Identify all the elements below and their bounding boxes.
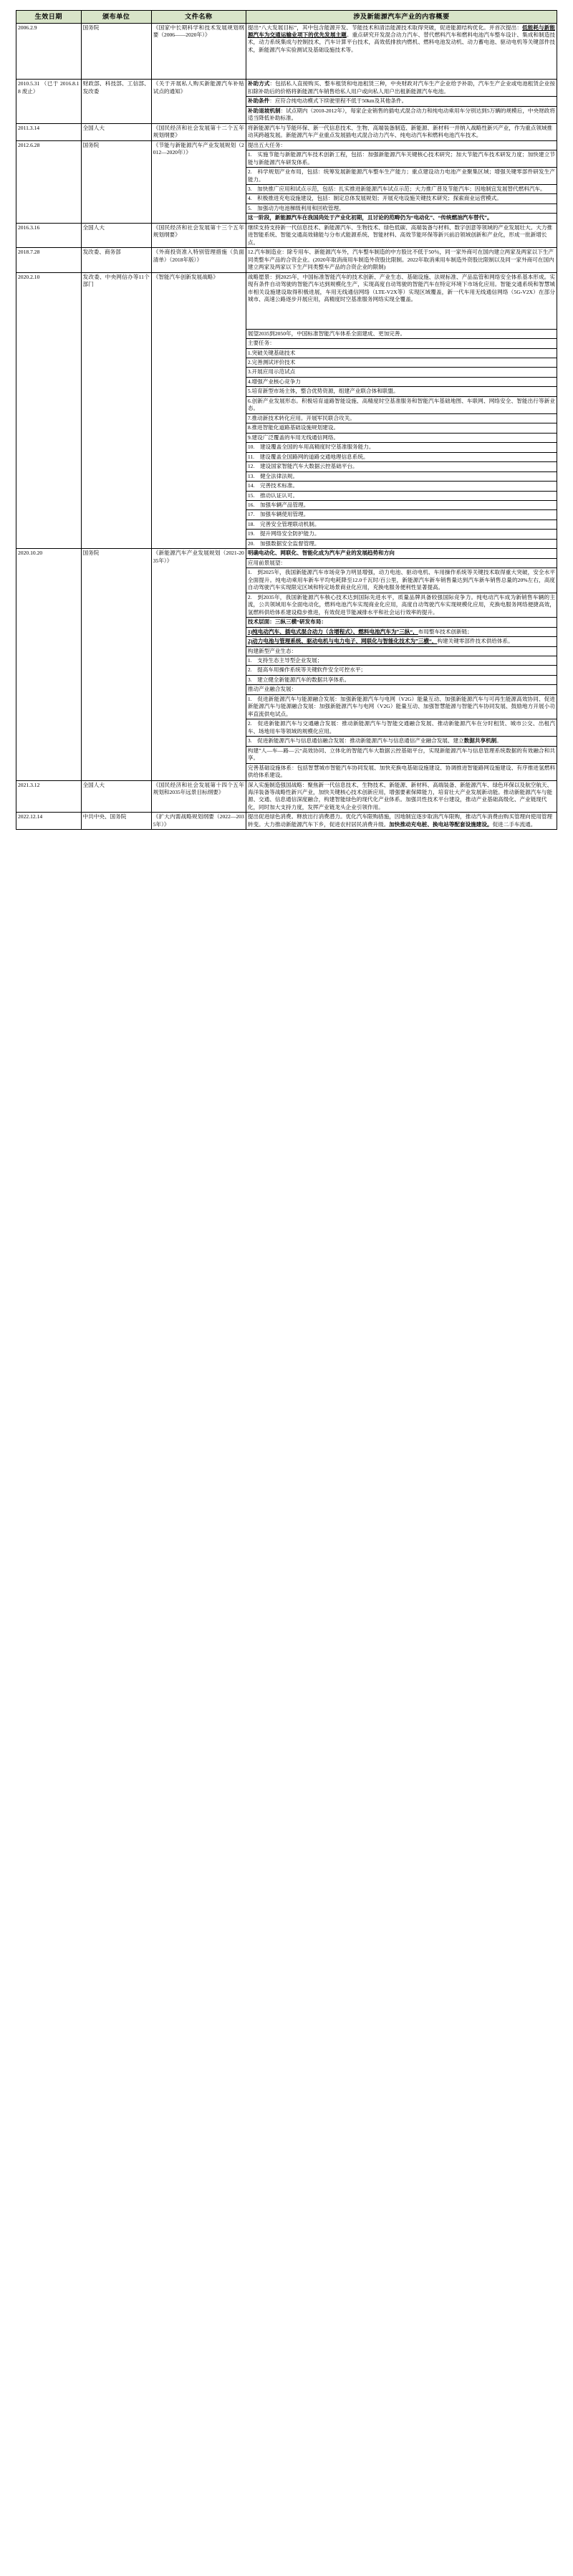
cell-content-summary bbox=[246, 813, 557, 830]
header-row bbox=[16, 11, 557, 24]
cell-issuing-body: 国务院 bbox=[81, 140, 151, 223]
column-header-effective-date: 生效日期 bbox=[16, 11, 82, 24]
content-text-tail: 促进二手车流通。 bbox=[492, 820, 536, 828]
cell-effective-date: 2010.5.31 （已于 2016.8.18 废止） bbox=[16, 80, 82, 123]
table-row bbox=[16, 223, 557, 247]
policy-table bbox=[16, 10, 557, 830]
cell-effective-date: 2016.3.16 bbox=[16, 223, 82, 247]
content-block: 10. 建设覆盖全国的车用高精度时空基准服务能力。 bbox=[246, 443, 557, 452]
content-block: 14. 完善技术标准。 bbox=[246, 482, 557, 491]
content-block: 8.推进智能化道路基础设施规划建设。 bbox=[246, 423, 557, 433]
content-block bbox=[246, 80, 557, 96]
content-text: 战略愿景：到2025年，中国标准智能汽车的技术创新、产业生态、基础设施、法规标准、产品监管和网络安全体系基本形成。实现有条件自动驾驶的智能汽车达到规模化生产，实现高度自动驾驶的智能汽车在特定环境下市场化应用。智能交通系统和智慧城市相关设施建设取得积极进展，车用无线通信网络（LTE-V2X等）实现区域覆盖，新一代车用无线通信网络（5G-V2X）在部分城市、高速公路逐步开展应用，高精度时空基准服务网络实现全覆盖。 bbox=[247, 273, 555, 303]
content-text: 3. 促进新能源汽车与信息通信融合发展：推动新能源汽车与信息通信产业融合发展、建立 bbox=[247, 737, 464, 744]
table-row bbox=[16, 140, 557, 223]
content-block: 20. 加强数据安全监督管理。 bbox=[247, 540, 320, 547]
content-text-bold: 技术层面：三纵三横“研发布局： bbox=[247, 618, 327, 626]
cell-effective-date: 2018.7.28 bbox=[16, 248, 82, 272]
column-header-content-summary: 涉及新能源汽车产业的内容概要 bbox=[246, 11, 557, 24]
document-page bbox=[0, 0, 573, 844]
cell-content-summary bbox=[246, 80, 557, 123]
content-block: 1. 促进新能源汽车与能源融合发展：加强新能源汽车与电网（V2G）能量互动、加强新能源汽车与可再生能源高效协同、促进新能源汽车与能源融合发展：加强新能源汽车与电网（V2G）能量互动、加强智慧能源与智能汽车协同发展、鼓励地方开展小功率直流供电试点。 bbox=[246, 694, 557, 719]
column-header-issuing-body: 颁布单位 bbox=[81, 11, 151, 24]
content-text-emphasis: 1)纯电动汽车、插电式混合动力（含增程式）、燃料电池汽车为”三纵“， bbox=[247, 628, 418, 635]
content-block: 18. 完善安全管理联动机制。 bbox=[246, 519, 557, 529]
cell-issuing-body: 发改委、中央网信办等11个部门 bbox=[81, 272, 151, 549]
cell-effective-date: 2020.2.10 bbox=[16, 272, 82, 549]
content-block: 13. 健全法律法规。 bbox=[246, 471, 557, 481]
cell-effective-date: 2011.3.14 bbox=[16, 123, 82, 140]
table-header bbox=[16, 11, 557, 24]
content-block bbox=[246, 627, 557, 636]
content-block: 5. 加强动力电池梯级利用和回收管理。 bbox=[246, 204, 557, 213]
cell-document-name: 《节能与新能源汽车产业发展规划（2012—2020年）》 bbox=[151, 140, 246, 223]
content-text-post: 。重点研究开发混合动力汽车、替代燃料汽车和燃料电池汽车整车设计、集成和制造技术，动力系统集成与控制技术，汽车计算平台技术，高效低排放内燃机、燃料电池发动机、动力蓄电池、驱动电机等关键部件技术，新能源汽车实验测试及基础设施技术等。 bbox=[247, 31, 556, 53]
content-block: 提出五大任务： bbox=[246, 141, 557, 150]
cell-document-name: 《关于开展私人购买新能源汽车补贴试点的通知》 bbox=[151, 80, 246, 123]
content-block: 构建新型产业生态： bbox=[246, 646, 557, 656]
content-block: 构建”人—车—路—云“高效协同、立体化的智能汽车大数据云控基础平台，实现新能源汽车与信息管理系统数据的有效融合和共享。 bbox=[246, 746, 557, 763]
content-text: 构建关键零部件技术供给体系。 bbox=[437, 638, 514, 645]
table-body bbox=[16, 23, 557, 830]
table-row bbox=[16, 23, 557, 80]
content-label: 补助方式 bbox=[247, 80, 270, 87]
content-block: 应用前景展望： bbox=[246, 558, 557, 568]
cell-document-name: 《国民经济和社会发展第十二个五年规划纲要》 bbox=[151, 123, 246, 140]
cell-effective-date: 2006.2.9 bbox=[16, 23, 82, 80]
content-block: 7.推动新技术转化应用。开展军民联合攻关。 bbox=[246, 413, 557, 423]
column-header-document-name: 文件名称 bbox=[151, 11, 246, 24]
content-block: 6.创新产业发展形态。积极培育道路智能设施、高精度时空基准服务和智能汽车基础地图、车联网、网络安全、智能出行等新业态。 bbox=[246, 396, 557, 413]
content-block: 1. 到2025年，我国新能源汽车市场竞争力明显增强，动力电池、驱动电机、车用操作系统等关键技术取得重大突破，安全水平全面提升。纯电动乘用车新车平均电耗降至12.0千瓦时/百公里，新能源汽车新车销售量达到汽车新车销售总量的20%左右，高度自动驾驶汽车实现限定区域和特定场景商业化应用，充换电服务便利性显著提高。 bbox=[246, 568, 557, 593]
cell-issuing-body: 国务院 bbox=[81, 23, 151, 80]
content-block bbox=[246, 273, 557, 329]
cell-issuing-body: 国务院 bbox=[81, 549, 151, 780]
content-block bbox=[246, 97, 557, 106]
cell-document-name: 《新能源汽车产业发展规划（2021-2035年）》 bbox=[151, 549, 246, 780]
cell-effective-date: 2012.6.28 bbox=[16, 140, 82, 223]
cell-document-name: 《外商投资准入特别管理措施（负面清单）（2018年版）》 bbox=[151, 248, 246, 272]
cell-content-summary bbox=[246, 140, 557, 223]
content-block: 16. 加强车辆产品管理。 bbox=[246, 501, 557, 510]
cell-content-summary bbox=[246, 272, 557, 549]
cell-document-name: 《智能汽车创新发展战略》 bbox=[151, 272, 246, 549]
content-text-bold: 加快推动充电桩、换电站等配套设施建设。 bbox=[389, 820, 493, 828]
cell-document-name: 《国家中长期科学和技术发展规划纲要（2006——2020年）》 bbox=[151, 23, 246, 80]
content-block: 1. 支持生态主导型企业发展； bbox=[246, 656, 557, 665]
cell-effective-date: 2021.3.12 bbox=[16, 780, 82, 813]
content-text-pre: 提出“八大发展目标”，其中包含能源开发、节能技术和清洁能源技术取得突破，促进能源结构优化。并首次提出： bbox=[247, 24, 522, 31]
cell-content-summary bbox=[246, 23, 557, 80]
content-block: 3. 建立健全新能源汽车的数据共享体系。 bbox=[246, 675, 557, 684]
content-block: 2. 提高车用操作系统等关键软件安全可控水平； bbox=[246, 666, 557, 675]
content-text-emphasis: 低能耗与新能源汽车为交通运输业项下的优先发展主题 bbox=[247, 24, 555, 38]
table-row bbox=[16, 123, 557, 140]
content-block: 11. 建设覆盖全国路网的道路交通地理信息系统。 bbox=[246, 452, 557, 461]
cell-content-summary: 深入实施制造强国战略：聚焦新一代信息技术、生物技术、新能源、新材料、高端装备、新能源汽车、绿色环保以及航空航天、海洋装备等战略性新兴产业，加快关键核心技术创新应用，增强要素保障能力，培育壮大产业发展新动能。推动新能源汽车与能源、交通、信息通信深度融合，构建智能绿色的现代化产业体系。加强共性技术平台建设，推动产业基础高级化、产业链现代化，同时加大支持力度，发挥产业链龙头企业引领作用。 bbox=[246, 780, 557, 813]
content-label: 补助条件 bbox=[247, 97, 270, 105]
content-text: 布局整车技术创新链； bbox=[418, 628, 473, 635]
cell-content-summary bbox=[246, 549, 557, 780]
content-block: 4.增强产业核心竞争力 bbox=[246, 377, 557, 386]
cell-issuing-body: 发改委、商务部 bbox=[81, 248, 151, 272]
content-block: 12. 建设国家智能汽车大数据云控基础平台。 bbox=[246, 462, 557, 471]
content-block bbox=[246, 24, 557, 80]
table-row bbox=[16, 248, 557, 272]
cell-content-summary: 12.汽车制造业：除专用车、新能源汽车外，汽车整车制造的中方股比不低于50％，同一家外商可在国内建立两家及两家以下生产同类整车产品的合资企业。(2020年取消商用车制造外资股比限制。2022年取消乘用车制造外资股比限制以及同一家外商可在国内建立两家及两家以下生产同类整车产品的合资企业的限制) bbox=[246, 248, 557, 272]
content-text-bold: 明确电动化、网联化、智能化成为汽车产业的发展趋势和方向 bbox=[247, 550, 395, 557]
cell-content-summary: 将新能源汽车与节能环保、新一代信息技术、生物、高端装备制造、新能源、新材料一并纳入战略性新兴产业，作为重点领域推动其跨越发展。新能源汽车产业重点发展插电式混合动力汽车、纯电动汽车和燃料电池汽车技术。 bbox=[246, 123, 557, 140]
table-row bbox=[16, 549, 557, 780]
content-block bbox=[246, 106, 557, 123]
content-label: 补助退坡机制 bbox=[247, 107, 281, 114]
content-text-emphasis: 2)动力电池与管理系统、驱动电机与电力电子、网联化与智能化技术为”三横“， bbox=[247, 638, 438, 645]
content-block: 2. 到2035年，我国新能源汽车核心技术达到国际先进水平，质量品牌具备较强国际竞争力。纯电动汽车成为新销售车辆的主流，公共领域用车全面电动化，燃料电池汽车实现商业化应用，高度自动驾驶汽车实现规模化应用，充换电服务网络便捷高效，氢燃料供给体系建设稳步推进，有效促进节能减排水平和社会运行效率的提升。 bbox=[246, 593, 557, 617]
content-block bbox=[246, 737, 557, 746]
content-block: 1. 实施节能与新能源汽车技术创新工程，包括：加强新能源汽车关键核心技术研究；加大节能汽车技术研发力度；加快建立节能与新能源汽车研发体系。 bbox=[246, 150, 557, 168]
table-row bbox=[16, 813, 557, 830]
content-block: 5.培育新型市场主体，整合优势资源，组建产业联合体和联盟。 bbox=[246, 387, 557, 396]
content-block: 2. 科学规划产业布局，包括：统筹发展新能源汽车整车生产能力；重点建设动力电池产业聚集区域；增强关键零部件研发生产能力。 bbox=[246, 168, 557, 185]
content-block: 展望2035到2050年，中国标准智能汽车体系全面建成、更加完善。 bbox=[246, 329, 557, 338]
content-block-highlight bbox=[246, 618, 557, 627]
content-text: ：试点期内（2010-2012年），每家企业销售的插电式混合动力和纯电动乘用车分别达到5万辆的规模后，中央财政将适当降低补助标准。 bbox=[247, 107, 555, 122]
content-text-tail: 。 bbox=[496, 737, 502, 744]
content-block-highlight bbox=[246, 214, 557, 223]
content-block-highlight bbox=[246, 549, 557, 558]
content-text: ：包括私人直接购买、整车租赁和电池租赁三种，中央财政对汽车生产企业给予补助，汽车生产企业或电池租赁企业按扣除补助后的价格将新能源汽车销售给私人用户或向私人用户出租新能源汽车电池。 bbox=[247, 80, 556, 95]
content-text: ：应符合纯电动模式下续驶里程不低于50km及其他条件。 bbox=[269, 97, 408, 105]
content-block: 完善基础设施体系：包括智慧城市智能汽车协同发展、加快充换电基础设施建设、协调推进智能路网设施建设、有序推进氢燃料供给体系建设。 bbox=[247, 764, 555, 779]
content-block: 1.突破关键基础技术 bbox=[246, 348, 557, 358]
cell-effective-date: 2022.12.14 bbox=[16, 813, 82, 830]
content-block: 2. 促进新能源汽车与交通融合发展：推动新能源汽车与智能交通融合发展、推动新能源汽车在分时租赁、城市公交、出租汽车、场地用车等领域的规模化应用。 bbox=[246, 719, 557, 737]
cell-effective-date: 2020.10.20 bbox=[16, 549, 82, 780]
content-block: 主要任务： bbox=[246, 339, 557, 348]
content-block: 2.完善测试评价技术 bbox=[246, 358, 557, 367]
content-block: 推动产业融合发展： bbox=[246, 685, 557, 694]
content-block: 3. 加快推广应用和试点示范，包括：扎实推进新能源汽车试点示范；大力推广普及节能汽车；因地制宜发展替代燃料汽车。 bbox=[246, 185, 557, 194]
cell-issuing-body: 全国人大 bbox=[81, 780, 151, 813]
cell-spacer bbox=[248, 304, 555, 328]
content-block: 3.开展应用示范试点 bbox=[246, 368, 557, 377]
cell-spacer bbox=[248, 54, 555, 78]
cell-document-name: 《扩大内需战略规划纲要（2022—2035年）》 bbox=[151, 813, 246, 830]
table-row bbox=[16, 80, 557, 123]
cell-issuing-body: 中共中央、国务院 bbox=[81, 813, 151, 830]
cell-issuing-body: 全国人大 bbox=[81, 223, 151, 247]
content-text-bold: 数据共享机制 bbox=[463, 737, 497, 744]
table-row bbox=[16, 272, 557, 549]
cell-content-summary: 继续支持支持新一代信息技术、新能源汽车、生物技术、绿色低碳、高端装备与材料、数字创意等领域的产业发展壮大。大力推进智能系统、智能交通高效储能与分布式能源系统、智能材料、高效节能环保等新兴前沿领域创新和产业化，形成一批新增长点。 bbox=[246, 223, 557, 247]
content-block bbox=[246, 637, 557, 646]
cell-document-name: 《国民经济和社会发展第十三个五年规划纲要》 bbox=[151, 223, 246, 247]
cell-issuing-body: 财政部、科技部、工信部、发改委 bbox=[81, 80, 151, 123]
content-text-bold: 这一阶段，新能源汽车在我国尚处于产业化初期，且讨论的范畴仍为“电动化”、“传统燃油汽车替代”。 bbox=[247, 214, 493, 221]
cell-issuing-body: 全国人大 bbox=[81, 123, 151, 140]
table-row bbox=[16, 780, 557, 813]
content-block: 17. 加强车辆使用管理。 bbox=[246, 510, 557, 519]
content-block: 4. 积极推进充电设施建设，包括：制定总体发展规划；开展充电设施关键技术研究；探索商业运营模式。 bbox=[246, 194, 557, 204]
content-text: 提出促进绿色消费。释放出行消费潜力。优化汽车限购措施，因地制宜逐步取消汽车限购，推动汽车消费由购买管理向使用管理转变。大力推动新能源汽车下乡，促进农村居民消费升级。 bbox=[247, 813, 553, 828]
content-block: 9.建设广泛覆盖的车用无线通信网络。 bbox=[246, 433, 557, 442]
content-block: 15. 推动认证认可。 bbox=[246, 491, 557, 500]
cell-document-name: 《国民经济和社会发展第十四个五年规划和2035年远景目标纲要》 bbox=[151, 780, 246, 813]
content-block: 19. 提升网络安全防护能力。 bbox=[246, 530, 557, 539]
